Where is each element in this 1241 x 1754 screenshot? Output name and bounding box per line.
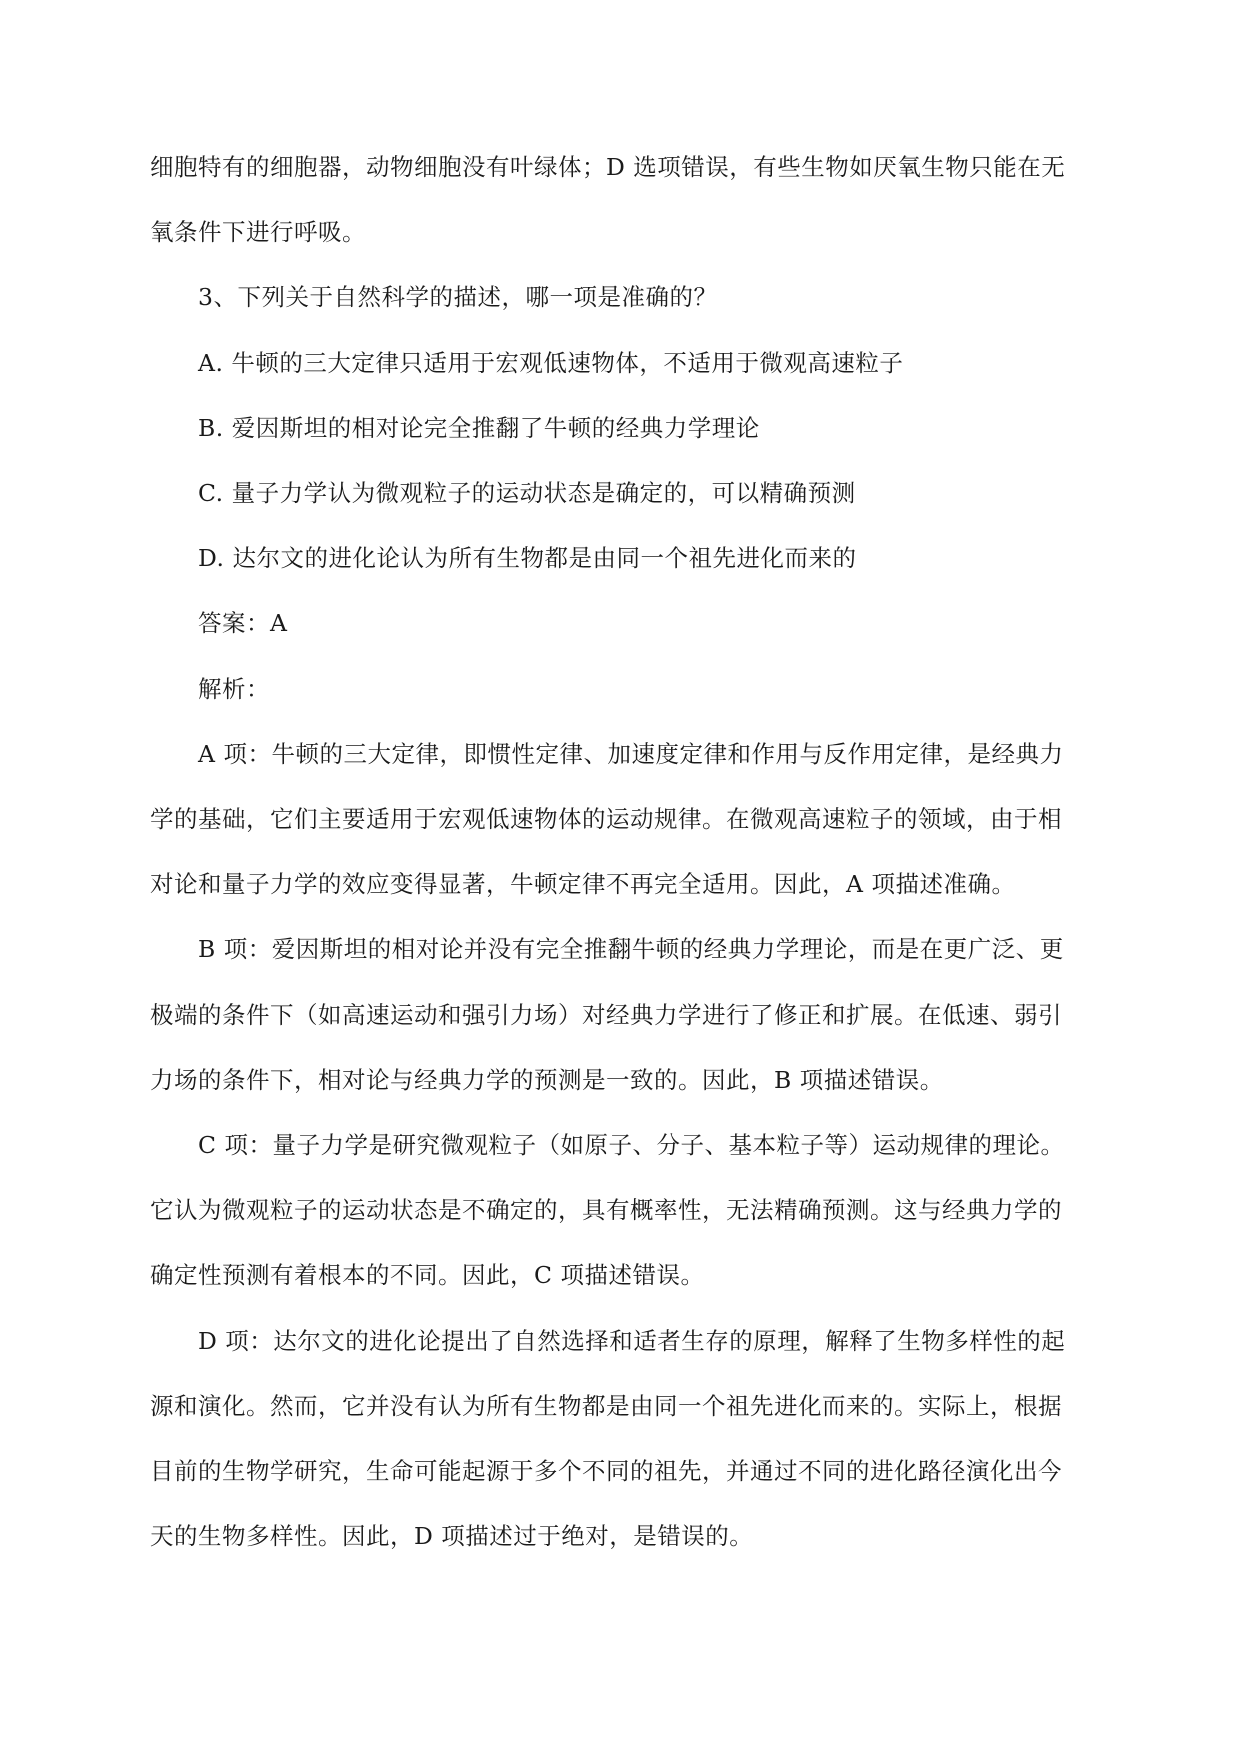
text-line: 极端的条件下（如高速运动和强引力场）对经典力学进行了修正和扩展。在低速、弱引	[150, 1000, 1062, 1029]
analysis-paragraph-d	[150, 1309, 1095, 1570]
text-line: C 项：量子力学是研究微观粒子（如原子、分子、基本粒子等）运动规律的理论。	[198, 1131, 1065, 1160]
text-line: 它认为微观粒子的运动状态是不确定的，具有概率性，无法精确预测。这与经典力学的	[150, 1196, 1062, 1225]
text-line: 氧条件下进行呼吸。	[150, 218, 366, 247]
text-line: 学的基础，它们主要适用于宏观低速物体的运动规律。在微观高速粒子的领域，由于相	[150, 805, 1062, 834]
document-body	[150, 135, 1095, 1569]
continuation-paragraph	[150, 135, 1095, 265]
option-d: D. 达尔文的进化论认为所有生物都是由同一个祖先进化而来的	[198, 544, 857, 573]
text-line: 细胞特有的细胞器，动物细胞没有叶绿体；D 选项错误，有些生物如厌氧生物只能在无	[150, 153, 1066, 181]
text-line: 确定性预测有着根本的不同。因此，C 项描述错误。	[150, 1261, 705, 1290]
text-line: B 项：爱因斯坦的相对论并没有完全推翻牛顿的经典力学理论，而是在更广泛、更	[198, 935, 1064, 964]
analysis-label: 解析：	[198, 674, 270, 703]
option-a: A. 牛顿的三大定律只适用于宏观低速物体，不适用于微观高速粒子	[198, 348, 904, 377]
question-stem: 3、下列关于自然科学的描述，哪一项是准确的？	[198, 283, 718, 312]
text-line: 对论和量子力学的效应变得显著，牛顿定律不再完全适用。因此，A 项描述准确。	[150, 870, 1016, 899]
text-line: 目前的生物学研究，生命可能起源于多个不同的祖先，并通过不同的进化路径演化出今	[150, 1457, 1062, 1486]
answer-line: 答案：A	[198, 609, 288, 638]
analysis-paragraph-a	[150, 722, 1095, 918]
option-c: C. 量子力学认为微观粒子的运动状态是确定的，可以精确预测	[198, 479, 856, 508]
option-b: B. 爱因斯坦的相对论完全推翻了牛顿的经典力学理论	[198, 413, 760, 442]
analysis-paragraph-c	[150, 1113, 1095, 1309]
text-line: 力场的条件下，相对论与经典力学的预测是一致的。因此，B 项描述错误。	[150, 1065, 944, 1094]
text-line: D 项：达尔文的进化论提出了自然选择和适者生存的原理，解释了生物多样性的起	[198, 1326, 1066, 1355]
text-line: 源和演化。然而，它并没有认为所有生物都是由同一个祖先进化而来的。实际上，根据	[150, 1391, 1062, 1420]
analysis-paragraph-b	[150, 917, 1095, 1113]
text-line: A 项：牛顿的三大定律，即惯性定律、加速度定律和作用与反作用定律，是经典力	[198, 739, 1064, 768]
text-line: 天的生物多样性。因此，D 项描述过于绝对，是错误的。	[150, 1522, 754, 1551]
